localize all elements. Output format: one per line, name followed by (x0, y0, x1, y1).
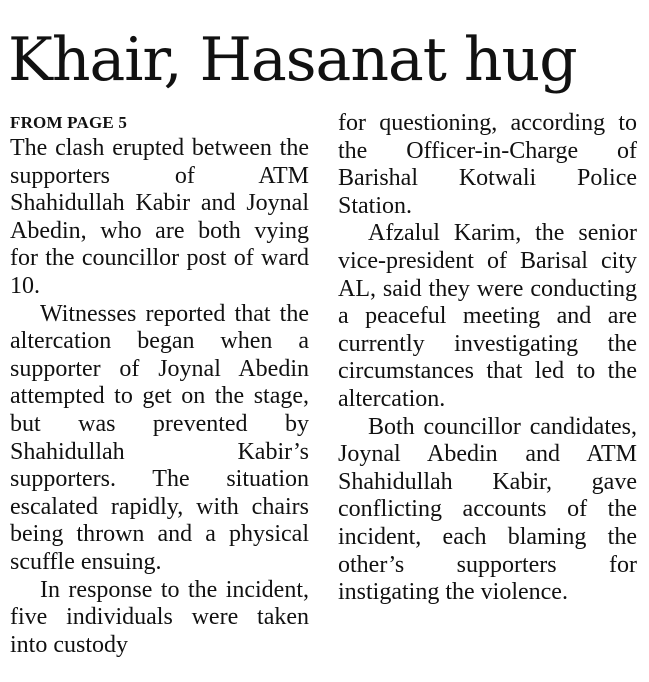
from-page-label: FROM PAGE 5 (10, 113, 128, 132)
article-column-right (338, 110, 637, 607)
paragraph-3: In response to the incident, five individuals were taken into custody (10, 576, 309, 658)
article-column-left (10, 110, 309, 659)
paragraph-5: Both councillor candidates, Joynal Abedin and ATM Shahidullah Kabir, gave conflicting accounts of the incident, each blaming the other’s supporters for instigating the violence. (338, 413, 637, 606)
paragraph-3-continued: for questioning, according to the Officer-in-Charge of Barishal Kotwali Police Station. (338, 110, 637, 219)
paragraph-1: The clash erupted between the supporters of ATM Shahidullah Kabir and Joynal Abedin, who are both vying for the councillor post of ward 10. (10, 135, 309, 299)
paragraph-2: Witnesses reported that the altercation began when a supporter of Joynal Abedin attempted to get on the stage, but was prevented by Shahidullah Kabir’s supporters. The situation escalated rapidly, with chairs being thrown and a physical scuffle ensuing. (10, 300, 309, 575)
paragraph-4: Afzalul Karim, the senior vice-president of Barisal city AL, said they were conducting a peaceful meeting and are currently investigating the circumstances that led to the altercation. (338, 220, 637, 412)
headline: Khair, Hasanat hug (8, 25, 577, 95)
